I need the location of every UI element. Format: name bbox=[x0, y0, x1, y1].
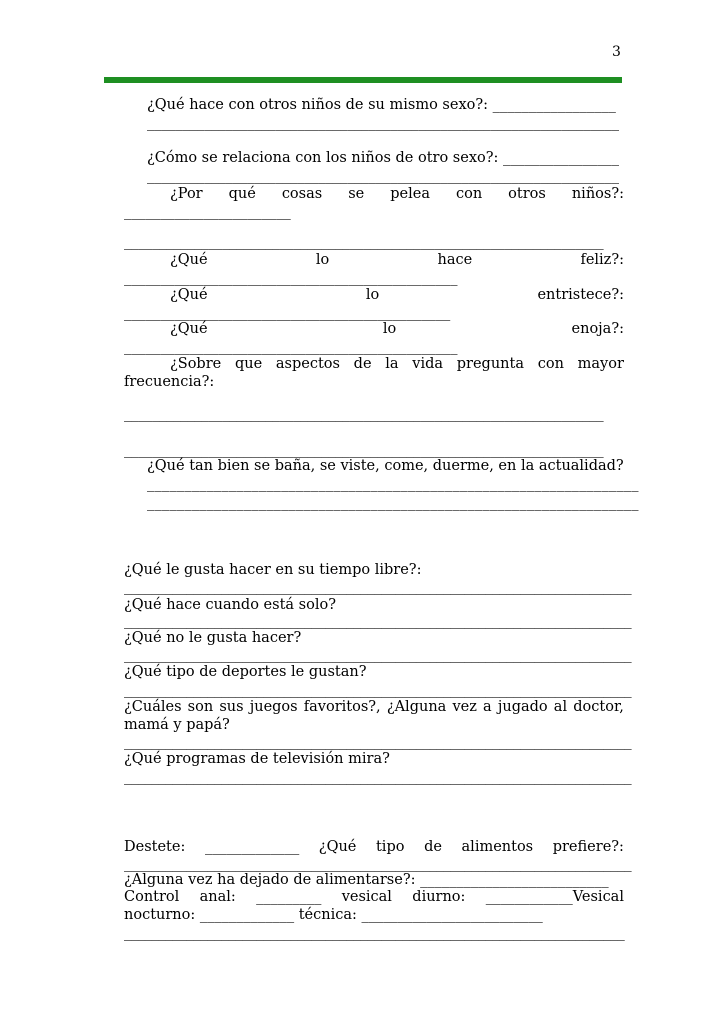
word: enoja?: bbox=[571, 321, 624, 337]
word: de bbox=[424, 839, 442, 855]
word: Destete: bbox=[124, 839, 186, 855]
answer-line: _________________________________________________________________________ bbox=[124, 579, 632, 595]
question-sad bbox=[170, 286, 624, 304]
word: hace bbox=[437, 252, 473, 268]
question-other-sex-peers: ¿Cómo se relaciona con los niños de otro sexo?: ________________ bbox=[147, 150, 620, 166]
word: diurno: bbox=[412, 889, 466, 905]
word: ¿Cuáles bbox=[124, 699, 182, 715]
answer-line: _______________________ bbox=[124, 204, 291, 220]
word: entristece?: bbox=[537, 287, 624, 303]
question-life-aspects-cont: frecuencia?: bbox=[124, 374, 215, 390]
question-stopped-eating: ¿Alguna vez ha dejado de alimentarse?: __________________________ bbox=[124, 872, 609, 888]
answer-line: __________________________________________________________________ bbox=[147, 476, 639, 492]
word: de bbox=[353, 356, 372, 372]
question-sports: ¿Qué tipo de deportes le gustan? bbox=[124, 664, 367, 680]
word: al bbox=[553, 699, 568, 715]
answer-line: ______________________________________________ bbox=[124, 270, 458, 286]
answer-line: ____________________________________________________________________ bbox=[124, 442, 604, 458]
word: ¿Qué bbox=[318, 839, 357, 855]
answer-line: _________________________________________________________________________ bbox=[124, 856, 632, 872]
word: favoritos?, bbox=[303, 699, 381, 715]
word: ¿Qué bbox=[170, 252, 208, 268]
word: juegos bbox=[249, 699, 298, 715]
word: ____________Vesical bbox=[485, 889, 624, 905]
section-5-heading bbox=[124, 801, 129, 819]
word: con bbox=[537, 356, 564, 372]
answer-line: ________________________________________________________________________ bbox=[124, 925, 625, 941]
section-4-heading bbox=[124, 527, 129, 545]
answer-line: _________________________________________________________________________ bbox=[124, 769, 632, 785]
answer-line: ______________________________________________ bbox=[124, 339, 458, 355]
word: ¿Qué bbox=[170, 321, 208, 337]
word: jugado bbox=[497, 699, 548, 715]
answer-line: _____________________________________________ bbox=[124, 305, 451, 321]
word: con bbox=[455, 186, 483, 202]
header-rule bbox=[104, 77, 622, 83]
word: ¿Por bbox=[170, 186, 203, 202]
answer-line: _________________________________________________________________________ bbox=[124, 613, 632, 629]
answer-line: __________________________________________________________________ bbox=[147, 495, 639, 511]
word: feliz?: bbox=[580, 252, 624, 268]
question-life-aspects bbox=[170, 355, 624, 373]
answer-line: __________________________________________________________________ bbox=[147, 115, 619, 131]
word: vez bbox=[452, 699, 477, 715]
word: vida bbox=[412, 356, 444, 372]
word: alimentos bbox=[461, 839, 534, 855]
word: prefiere?: bbox=[552, 839, 624, 855]
word: ¿Qué bbox=[170, 287, 208, 303]
question-alone: ¿Qué hace cuando está solo? bbox=[124, 597, 336, 613]
question-favorite-games-cont: mamá y papá? bbox=[124, 717, 230, 733]
answer-line: ____________________________________________________________________ bbox=[124, 234, 604, 250]
word: anal: bbox=[199, 889, 236, 905]
word: sus bbox=[219, 699, 244, 715]
question-dislikes: ¿Qué no le gusta hacer? bbox=[124, 630, 302, 646]
word: lo bbox=[365, 287, 380, 303]
question-nocturnal: nocturno: _____________ técnica: _________________________ bbox=[124, 907, 543, 923]
question-same-sex-peers: ¿Qué hace con otros niños de su mismo sexo?: _________________ bbox=[147, 97, 616, 113]
word: doctor, bbox=[573, 699, 624, 715]
word: lo bbox=[382, 321, 397, 337]
question-favorite-games bbox=[124, 698, 624, 716]
question-free-time: ¿Qué le gusta hacer en su tiempo libre?: bbox=[124, 562, 422, 578]
word: _____________ bbox=[204, 839, 300, 855]
word: vesical bbox=[341, 889, 392, 905]
word: que bbox=[234, 356, 263, 372]
word: ¿Alguna bbox=[386, 699, 447, 715]
word: pelea bbox=[390, 186, 430, 202]
question-weaning bbox=[124, 838, 624, 856]
word: ¿Sobre bbox=[170, 356, 222, 372]
word: pregunta bbox=[456, 356, 524, 372]
word: se bbox=[348, 186, 365, 202]
word: niños?: bbox=[571, 186, 624, 202]
word: son bbox=[187, 699, 214, 715]
word: cosas bbox=[281, 186, 323, 202]
answer-line: _________________________________________________________________________ bbox=[124, 682, 632, 698]
question-fights bbox=[170, 185, 624, 203]
word: aspectos bbox=[275, 356, 340, 372]
word: qué bbox=[228, 186, 256, 202]
answer-line: _________________________________________________________________________ bbox=[124, 647, 632, 663]
word: tipo bbox=[375, 839, 405, 855]
question-tv-programs: ¿Qué programas de televisión mira? bbox=[124, 751, 390, 767]
answer-line: ____________________________________________________________________ bbox=[124, 406, 604, 422]
question-angry bbox=[170, 320, 624, 338]
word: _________ bbox=[256, 889, 322, 905]
word: la bbox=[385, 356, 399, 372]
word: Control bbox=[124, 889, 180, 905]
question-happy bbox=[170, 251, 624, 269]
question-control bbox=[124, 888, 624, 906]
page-number: 3 bbox=[612, 44, 621, 60]
answer-line: __________________________________________________________________ bbox=[147, 168, 619, 184]
question-daily-care: ¿Qué tan bien se baña, se viste, come, duerme, en la actualidad? bbox=[147, 458, 624, 474]
word: lo bbox=[315, 252, 330, 268]
word: otros bbox=[508, 186, 546, 202]
word: a bbox=[483, 699, 492, 715]
word: mayor bbox=[577, 356, 624, 372]
answer-line: _________________________________________________________________________ bbox=[124, 734, 632, 750]
